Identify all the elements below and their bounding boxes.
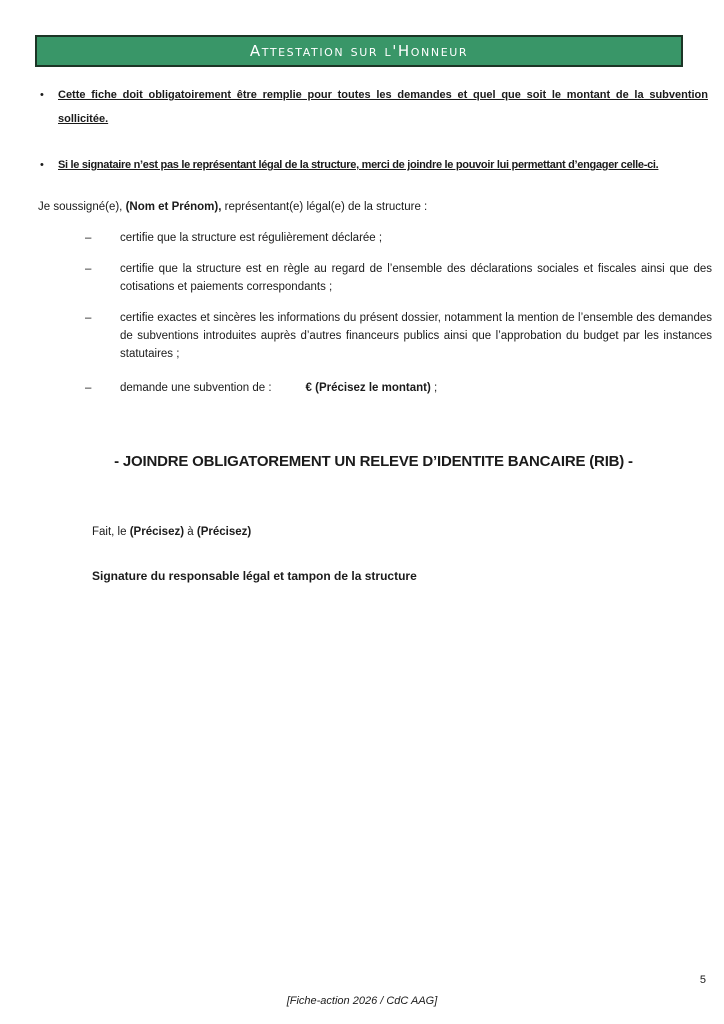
notice-list <box>35 83 712 177</box>
subsidy-amount-placeholder: € (Précisez le montant) <box>305 382 431 394</box>
subsidy-request-line <box>85 379 712 397</box>
declaration-item <box>85 260 712 296</box>
declaration-text: certifie que la structure est régulièrement déclarée ; <box>120 232 383 244</box>
place-connector: à <box>187 526 194 538</box>
rib-heading: - JOINDRE OBLIGATOREMENT UN RELEVE D’IDENTITE BANCAIRE (RIB) - <box>114 453 633 470</box>
date-placeholder: (Précisez) <box>129 526 185 538</box>
intro-suffix: représentant(e) légal(e) de la structure : <box>224 201 428 213</box>
declaration-list <box>35 229 712 397</box>
page-title-banner <box>35 35 683 67</box>
declaration-text: certifie que la structure est en règle au regard de l’ensemble des déclarations sociales et fiscales ainsi que des cotisations et paiements correspondants ; <box>120 263 712 293</box>
bullet-icon: • <box>40 89 44 101</box>
subsidy-label: demande une subvention de : <box>120 382 272 394</box>
date-prefix: Fait, le <box>92 526 127 538</box>
signature-label: Signature du responsable légal et tampon de la structure <box>92 569 417 583</box>
bullet-icon: • <box>40 159 44 171</box>
place-placeholder: (Précisez) <box>196 526 252 538</box>
dash-icon: – <box>85 232 92 244</box>
declaration-intro <box>38 199 712 215</box>
dash-icon: – <box>85 382 92 394</box>
subsidy-suffix: ; <box>434 382 438 394</box>
page-title: Attestation sur l'Honneur <box>249 42 469 60</box>
notice-text: Si le signataire n’est pas le représentant légal de la structure, merci de joindre le pouvoir lui permettant d’engager celle-ci. <box>58 159 659 171</box>
intro-prefix: Je soussigné(e), <box>38 201 123 213</box>
notice-item <box>40 153 712 177</box>
notice-item <box>40 83 712 131</box>
notice-text: Cette fiche doit obligatoirement être remplie pour toutes les demandes et quel que soit le montant de la subvention sollicitée. <box>58 89 708 125</box>
footer-reference: [Fiche-action 2026 / CdC AAG] <box>286 995 438 1007</box>
name-placeholder: (Nom et Prénom), <box>125 201 222 213</box>
declaration-item <box>85 309 712 363</box>
page-number: 5 <box>699 974 706 986</box>
dash-icon: – <box>85 312 92 324</box>
subsidy-request-text <box>120 379 712 397</box>
date-place-line <box>92 526 712 538</box>
declaration-item <box>85 229 712 247</box>
dash-icon: – <box>85 263 92 275</box>
declaration-text: certifie exactes et sincères les informations du présent dossier, notamment la mention de l’ensemble des demandes de subventions introduites auprès d’autres financeurs publics ainsi que l’approbation du budget par les instances statutaires ; <box>120 312 712 360</box>
